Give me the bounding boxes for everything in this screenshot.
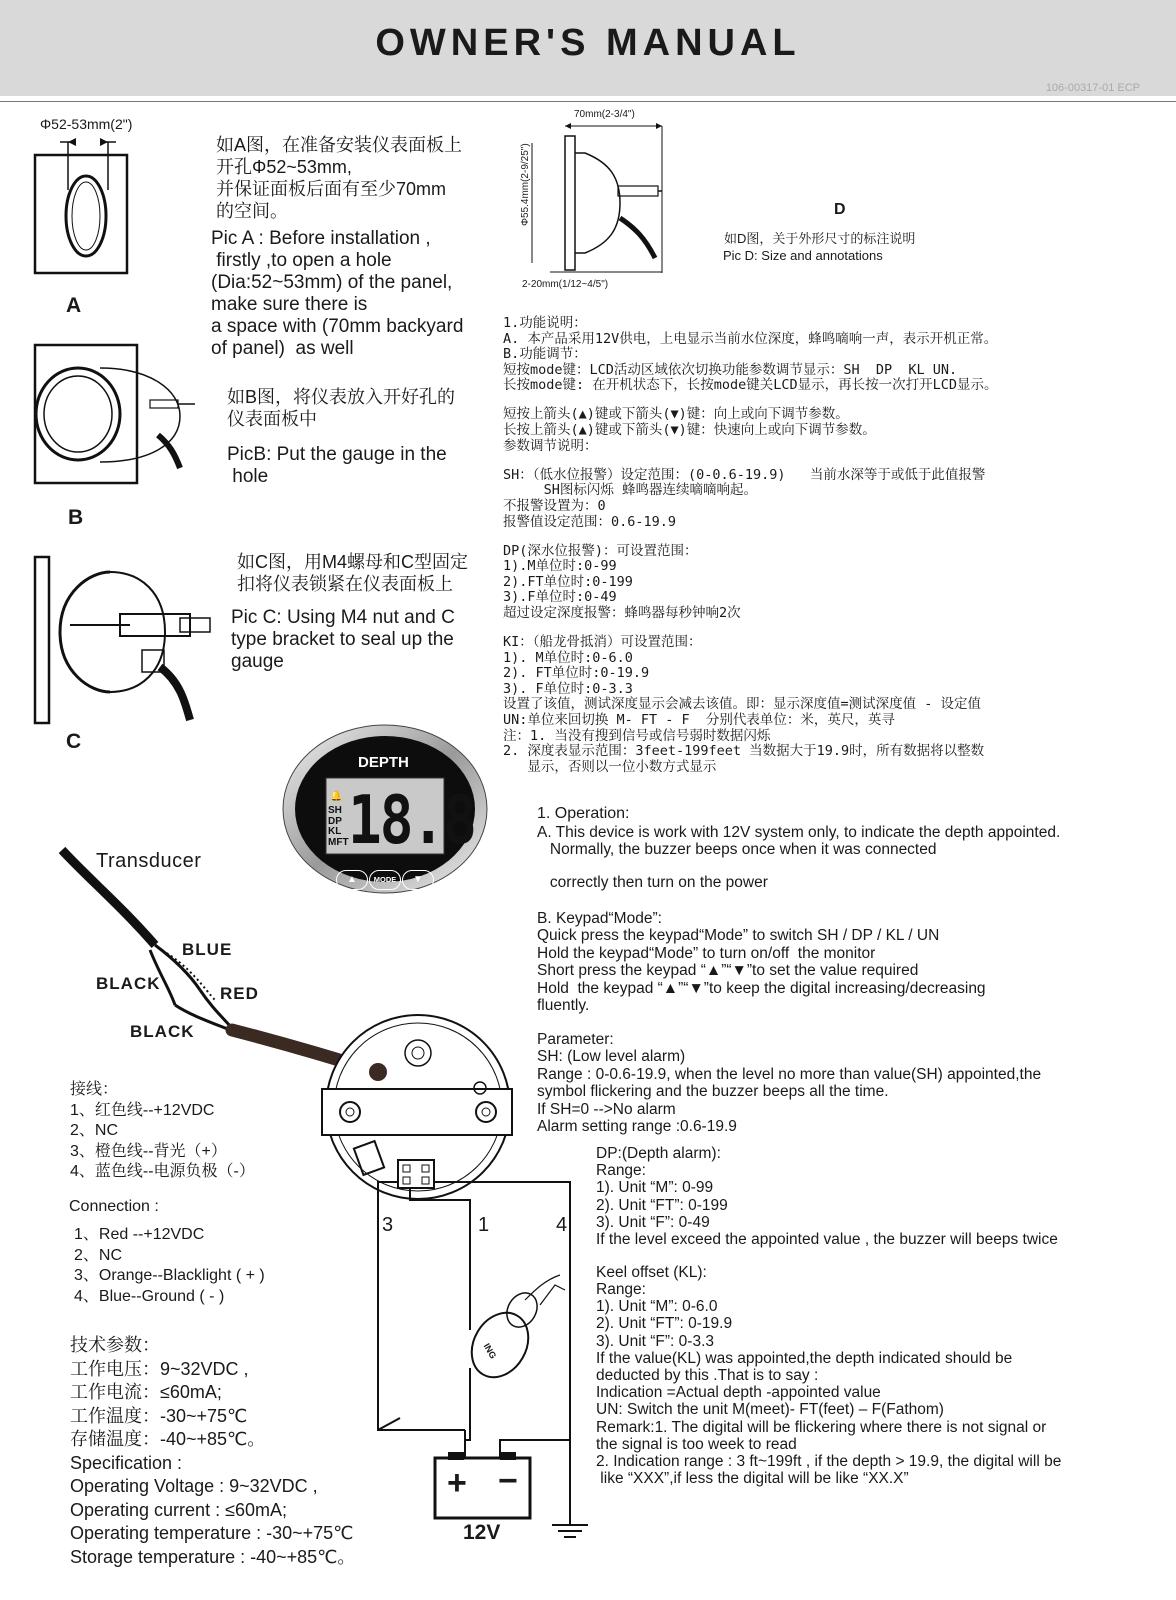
parameter-line: symbol flickering and the buzzer beeps all the time. bbox=[537, 1083, 889, 1101]
indicator-mft: MFT bbox=[328, 836, 349, 848]
keypad-line: Short press the keypad “▲”“▼”to set the value required bbox=[537, 962, 919, 980]
dp-kl-line: Remark:1. The digital will be flickering where there is not signal or bbox=[596, 1418, 1047, 1436]
operation-line bbox=[537, 859, 1060, 875]
dp-kl-line: 1). Unit “M”: 0-6.0 bbox=[596, 1298, 718, 1316]
parameter-line: Parameter: bbox=[537, 1031, 614, 1048]
text-line: 仪表面板中 bbox=[227, 409, 317, 429]
cn-manual-line: B.功能调节： bbox=[503, 346, 587, 363]
cn-manual-line: A. 本产品采用12V供电，上电显示当前水位深度，蜂鸣嘀响一声，表示开机正常。 bbox=[503, 330, 998, 347]
connection-cn bbox=[70, 1080, 255, 1183]
cn-manual-line: UN:单位来回切换 M- FT - F 分别代表单位：米，英尺，英寻 bbox=[503, 712, 895, 729]
text-line: 扣将仪表锁紧在仪表面板上 bbox=[237, 574, 453, 594]
keypad-line: Quick press the keypad“Mode” to switch SH / DP / KL / UN bbox=[537, 927, 940, 945]
text-line: type bracket to seal up the bbox=[231, 629, 454, 650]
keypad-line: B. Keypad“Mode”: bbox=[537, 910, 662, 927]
wire-black-label-2: BLACK bbox=[130, 1022, 195, 1041]
dp-kl-section bbox=[596, 1145, 1061, 1487]
ignition-label: ING bbox=[481, 1341, 499, 1361]
indicator-kl: KL bbox=[328, 826, 342, 837]
text-line: 的空间。 bbox=[216, 201, 288, 221]
text-line: Pic C: Using M4 nut and C bbox=[231, 607, 455, 628]
keypad-line: fluently. bbox=[537, 997, 590, 1015]
text-line: firstly ,to open a hole bbox=[211, 250, 392, 271]
text-line: (Dia:52~53mm) of the panel, bbox=[211, 272, 453, 293]
connection-en-title: Connection : bbox=[69, 1198, 159, 1215]
cn-manual-line: 不报警设置为：0 bbox=[503, 497, 606, 514]
operation-section-b bbox=[537, 910, 986, 1014]
pin-3-label: 3 bbox=[382, 1214, 394, 1236]
parameter-line: SH: (Low level alarm) bbox=[537, 1048, 686, 1066]
wire-red-label: RED bbox=[220, 984, 259, 1003]
dp-kl-line: 1). Unit “M”: 0-99 bbox=[596, 1179, 714, 1197]
operation-section-a bbox=[537, 824, 1060, 892]
page-title: OWNER'S MANUAL bbox=[375, 22, 801, 64]
bell-icon: 🔔 bbox=[330, 791, 343, 802]
pic-d-en-caption: Pic D: Size and annotations bbox=[723, 248, 883, 263]
dp-kl-line: UN: Switch the unit M(meet)- FT(feet) – F(Fathom) bbox=[596, 1401, 944, 1419]
cn-manual-line: 2).FT单位时:0-199 bbox=[503, 573, 633, 590]
battery-plus-icon: + bbox=[447, 1464, 467, 1502]
cn-manual-line: 注：1. 当没有搜到信号或信号弱时数据闪烁 bbox=[503, 727, 771, 744]
text-line: of panel) as well bbox=[211, 338, 354, 359]
spec-line: 工作温度：-30~+75℃ bbox=[70, 1405, 248, 1426]
battery-voltage-label: 12V bbox=[463, 1521, 501, 1544]
operation-line: correctly then turn on the power bbox=[537, 874, 768, 892]
connection-en bbox=[74, 1225, 265, 1307]
cn-manual-line: 3). F单位时:0-3.3 bbox=[503, 680, 633, 697]
indicator-sh: SH bbox=[328, 805, 342, 816]
down-arrow-icon: ▼ bbox=[413, 874, 423, 885]
gauge-title: DEPTH bbox=[358, 754, 409, 771]
spec-line: Operating current : ≤60mA; bbox=[70, 1499, 287, 1520]
cn-manual-line: 设置了该值，测试深度显示会减去该值。即：显示深度值=测试深度值 - 设定值 bbox=[503, 696, 982, 713]
connection-cn-item: 4、蓝色线--电源负极（-） bbox=[70, 1163, 255, 1180]
spec-line: 工作电压：9~32VDC , bbox=[70, 1358, 249, 1379]
wire-blue-label: BLUE bbox=[182, 940, 233, 959]
parameter-section bbox=[537, 1031, 1041, 1135]
connection-cn-title: 接线： bbox=[70, 1081, 119, 1098]
specifications bbox=[70, 1334, 355, 1569]
pic-c-letter: C bbox=[66, 730, 82, 753]
pic-d-dim-side: Φ55.4mm(2-9/25") bbox=[520, 143, 531, 226]
text-line: gauge bbox=[231, 651, 284, 672]
pic-d-letter: D bbox=[834, 201, 846, 218]
connection-en-item: 4、Blue--Ground ( - ) bbox=[74, 1287, 225, 1305]
cn-manual-line: 1).M单位时:0-99 bbox=[503, 558, 617, 575]
pic-d-dim-top: 70mm(2-3/4") bbox=[574, 109, 635, 120]
dp-kl-line: Range: bbox=[596, 1280, 646, 1298]
dp-kl-line: Keel offset (KL): bbox=[596, 1263, 707, 1281]
pic-b-letter: B bbox=[68, 506, 84, 529]
pic-d-cn-caption: 如D图，关于外形尺寸的标注说明 bbox=[724, 231, 916, 246]
cn-manual-line: 参数调节说明： bbox=[503, 437, 598, 454]
text-line: PicB: Put the gauge in the bbox=[227, 444, 447, 465]
pic-d-dim-bottom: 2-20mm(1/12~4/5") bbox=[522, 279, 609, 290]
cn-manual-line: 报警值设定范围：0.6-19.9 bbox=[503, 513, 677, 530]
spec-line: 技术参数： bbox=[70, 1335, 160, 1355]
dp-kl-line: like “XXX”,if less the digital will be like “XX.X” bbox=[596, 1470, 909, 1488]
cn-manual-line: 显示，否则以一位小数方式显示 bbox=[503, 758, 717, 775]
mode-button[interactable]: MODE bbox=[369, 870, 401, 890]
battery-minus-icon: − bbox=[498, 1462, 518, 1500]
text-line: a space with (70mm backyard bbox=[211, 316, 464, 337]
cn-manual-line: 2). FT单位时:0-19.9 bbox=[503, 665, 650, 682]
spec-line: Operating Voltage : 9~32VDC , bbox=[70, 1476, 318, 1496]
up-arrow-icon: ▲ bbox=[347, 874, 357, 885]
text-line: hole bbox=[227, 466, 269, 487]
connection-en-item: 1、Red --+12VDC bbox=[74, 1226, 205, 1243]
operation-line: Normally, the buzzer beeps once when it was connected bbox=[537, 841, 937, 859]
dp-kl-line: DP:(Depth alarm): bbox=[596, 1145, 721, 1162]
cn-manual-line: 2. 深度表显示范围：3feet-199feet 当数据大于19.9时，所有数据将以整数 bbox=[503, 743, 985, 760]
cn-manual-line: KI：（船龙骨抵消）可设置范围： bbox=[503, 634, 702, 651]
spec-line: 工作电流：≤60mA; bbox=[70, 1382, 222, 1402]
parameter-line: Alarm setting range :0.6-19.9 bbox=[537, 1118, 737, 1136]
dp-kl-line: If the level exceed the appointed value , the buzzer will beeps twice bbox=[596, 1231, 1058, 1249]
connection-en-item: 3、Orange--Blacklight ( + ) bbox=[74, 1267, 265, 1284]
parameter-line: Range : 0-0.6-19.9, when the level no more than value(SH) appointed,the bbox=[537, 1065, 1042, 1083]
transducer-label: Transducer bbox=[96, 850, 202, 872]
dp-kl-line: 3). Unit “F”: 0-49 bbox=[596, 1213, 710, 1231]
cn-manual-line: 3).F单位时:0-49 bbox=[503, 589, 617, 606]
dp-kl-line: Range: bbox=[596, 1162, 646, 1180]
pic-a-dimension-label: Φ52-53mm(2") bbox=[40, 116, 133, 132]
cn-manual-line: 短按mode键：LCD活动区域依次切换功能参数调节显示：SH DP KL UN. bbox=[503, 361, 958, 378]
dp-kl-line: the signal is too week to read bbox=[596, 1435, 797, 1453]
connection-cn-item: 3、橙色线--背光（+） bbox=[70, 1142, 227, 1160]
dp-kl-line: 2). Unit “FT”: 0-19.9 bbox=[596, 1315, 733, 1333]
spec-line: Storage temperature : -40~+85℃。 bbox=[70, 1546, 356, 1567]
text-line: 如B图，将仪表放入开好孔的 bbox=[227, 387, 456, 407]
cn-manual-line: 长按mode键: 在开机状态下，长按mode键关LCD显示，再长按一次打开LCD显示。 bbox=[503, 377, 998, 394]
parameter-line: If SH=0 -->No alarm bbox=[537, 1100, 676, 1118]
cn-manual-line: SH：（低水位报警）设定范围：(0-0.6-19.9) 当前水深等于或低于此值报警 bbox=[503, 466, 986, 483]
document-number: 106-00317-01 ECP bbox=[1045, 82, 1140, 94]
dp-kl-line: 2). Unit “FT”: 0-199 bbox=[596, 1196, 728, 1214]
pin-1-label: 1 bbox=[478, 1214, 490, 1236]
dp-kl-line: Indication =Actual depth -appointed value bbox=[596, 1384, 881, 1402]
operation-heading: 1. Operation: bbox=[537, 805, 630, 822]
dp-kl-line: deducted by this .That is to say : bbox=[596, 1366, 819, 1384]
connection-cn-item: 1、红色线--+12VDC bbox=[70, 1101, 215, 1119]
text-line: Pic A : Before installation , bbox=[211, 228, 431, 249]
operation-line: A. This device is work with 12V system only, to indicate the depth appointed. bbox=[537, 824, 1061, 841]
dp-kl-line: 2. Indication range : 3 ft~199ft , if the depth > 19.9, the digital will be bbox=[596, 1452, 1062, 1470]
cn-manual-line: 1). M单位时:0-6.0 bbox=[503, 649, 633, 666]
cn-manual-line: SH图标闪烁 蜂鸣器连续嘀嘀响起。 bbox=[503, 482, 758, 499]
connection-cn-item: 2、NC bbox=[70, 1122, 119, 1139]
text-line: 如A图，在准备安装仪表面板上 bbox=[216, 135, 463, 155]
text-line: 并保证面板后面有至少70mm bbox=[216, 179, 447, 199]
gauge-reading: 18.8 bbox=[348, 782, 475, 860]
wire-black-label: BLACK bbox=[96, 974, 161, 993]
cn-manual-line: DP(深水位报警)：可设置范围： bbox=[503, 542, 698, 559]
indicator-dp: DP bbox=[328, 815, 342, 827]
cn-manual-line: 短按上箭头(▲)键或下箭头(▼)键：向上或向下调节参数。 bbox=[503, 406, 849, 423]
connection-en-item: 2、NC bbox=[74, 1246, 123, 1264]
keypad-line: Hold the keypad “▲”“▼”to keep the digital increasing/decreasing bbox=[537, 979, 986, 997]
spec-line: 存储温度：-40~+85℃。 bbox=[70, 1429, 266, 1449]
dp-kl-line: 3). Unit “F”: 0-3.3 bbox=[596, 1332, 714, 1350]
cn-manual-line: 1.功能说明： bbox=[503, 315, 587, 331]
text-line: 开孔Φ52~53mm, bbox=[216, 157, 352, 177]
spec-line: Operating temperature : -30~+75℃ bbox=[70, 1523, 354, 1543]
cn-manual-line: 长按上箭头(▲)键或下箭头(▼)键：快速向上或向下调节参数。 bbox=[503, 422, 876, 439]
keypad-line: Hold the keypad“Mode” to turn on/off the monitor bbox=[537, 944, 876, 962]
cn-manual-line: 超过设定深度报警：蜂鸣器每秒钟响2次 bbox=[503, 605, 741, 621]
spec-line: Specification : bbox=[70, 1452, 183, 1473]
text-line: 如C图，用M4螺母和C型固定 bbox=[237, 552, 469, 572]
pic-a-letter: A bbox=[66, 294, 82, 317]
dp-kl-line: If the value(KL) was appointed,the depth indicated should be bbox=[596, 1349, 1013, 1367]
dp-kl-line bbox=[596, 1248, 1061, 1264]
text-line: make sure there is bbox=[211, 294, 368, 315]
pin-4-label: 4 bbox=[556, 1214, 568, 1236]
